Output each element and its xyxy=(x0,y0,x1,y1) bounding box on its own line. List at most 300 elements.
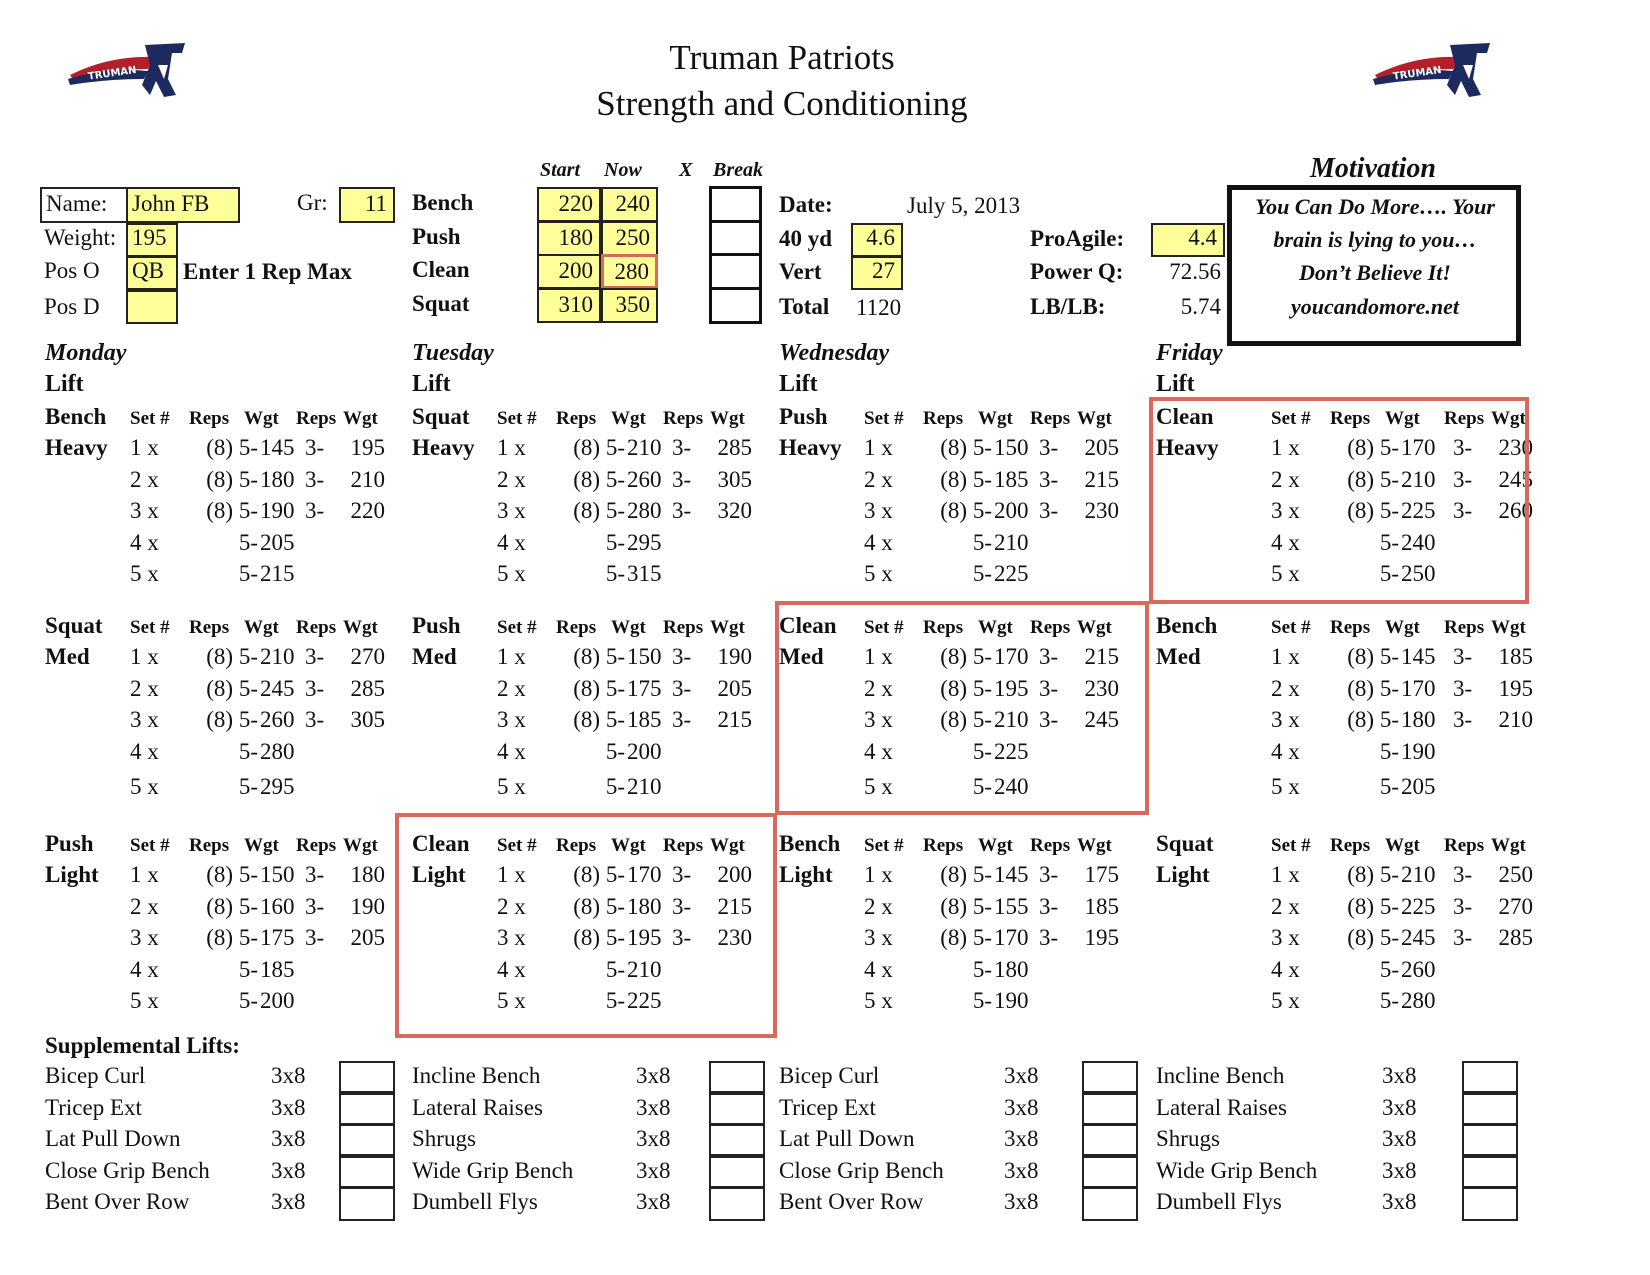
supplemental-lift-scheme: 3x8 xyxy=(271,1095,306,1120)
set-header: Set # xyxy=(864,617,904,638)
reps-header: Reps xyxy=(556,835,597,856)
motivation-heading: Motivation xyxy=(1309,153,1436,184)
supplemental-lift-scheme: 3x8 xyxy=(636,1189,671,1214)
wgt-header: Wgt xyxy=(1385,408,1420,429)
max-lift-label: Clean xyxy=(412,257,470,282)
supplemental-lift-name: Close Grip Bench xyxy=(779,1158,944,1183)
reps-header: Reps xyxy=(1330,617,1371,638)
reps-value: (8) 5- xyxy=(573,644,625,669)
day-heading: Tuesday xyxy=(412,340,494,366)
lift-heading: Lift xyxy=(779,371,818,397)
supplemental-lift-scheme: 3x8 xyxy=(271,1126,306,1151)
supplemental-lift-scheme: 3x8 xyxy=(1382,1063,1417,1088)
supplemental-checkbox[interactable] xyxy=(1082,1187,1138,1221)
weight-value: 230 xyxy=(1084,498,1119,523)
break-checkbox[interactable] xyxy=(709,287,762,324)
set-number: 5 x xyxy=(130,988,159,1013)
weight-value: 215 xyxy=(1084,644,1119,669)
weight-value: 230 xyxy=(717,925,752,950)
reps-value: 5- xyxy=(605,774,625,799)
day-heading: Wednesday xyxy=(779,340,890,366)
wgt-header: Wgt xyxy=(611,835,646,856)
weight-value: 200 xyxy=(627,739,662,764)
reps-value: 5- xyxy=(1379,561,1399,586)
weight-value: 225 xyxy=(994,739,1029,764)
reps-value: 3- xyxy=(305,644,325,669)
set-number: 2 x xyxy=(1271,894,1300,919)
col-start-header: Start xyxy=(540,159,581,181)
weight-value: 145 xyxy=(994,862,1029,887)
reps-value: 3- xyxy=(1039,467,1059,492)
reps-value: (8) 5- xyxy=(206,644,258,669)
reps-value: 3- xyxy=(1453,894,1473,919)
set-header: Set # xyxy=(1271,408,1311,429)
grade-field[interactable]: 11 xyxy=(339,187,395,223)
supplemental-checkbox[interactable] xyxy=(709,1061,765,1093)
supplemental-checkbox[interactable] xyxy=(339,1124,395,1156)
lblb-value: 5.74 xyxy=(1180,294,1221,319)
max-start-field[interactable]: 220 xyxy=(537,187,601,222)
supplemental-checkbox[interactable] xyxy=(339,1093,395,1125)
truman-logo-left xyxy=(60,35,200,115)
weight-value: 210 xyxy=(1498,707,1533,732)
supplemental-lift-name: Close Grip Bench xyxy=(45,1158,210,1183)
supplemental-lift-name: Bent Over Row xyxy=(779,1189,924,1214)
weight-field[interactable]: 195 xyxy=(126,223,178,257)
supplemental-lift-name: Bicep Curl xyxy=(45,1063,146,1088)
wgt-header: Wgt xyxy=(1491,617,1526,638)
set-number: 3 x xyxy=(497,925,526,950)
wgt-header: Wgt xyxy=(244,835,279,856)
weight-value: 280 xyxy=(1401,988,1436,1013)
reps-value: 3- xyxy=(1039,498,1059,523)
wgt-header: Wgt xyxy=(978,835,1013,856)
reps-value: 3- xyxy=(672,644,692,669)
reps-value: (8) 5- xyxy=(573,862,625,887)
name-field[interactable]: John FB xyxy=(126,187,240,223)
weight-value: 190 xyxy=(717,644,752,669)
break-checkbox[interactable] xyxy=(709,253,762,290)
weight-value: 180 xyxy=(260,467,295,492)
set-number: 4 x xyxy=(864,739,893,764)
pos-d-label: Pos D xyxy=(44,294,100,319)
reps-value: (8) 5- xyxy=(206,925,258,950)
reps-value: 3- xyxy=(1453,498,1473,523)
lift-name: Clean xyxy=(1156,404,1214,429)
reps-value: 3- xyxy=(305,925,325,950)
weight-label: Weight: xyxy=(44,225,117,250)
set-number: 3 x xyxy=(130,925,159,950)
reps-value: 3- xyxy=(1039,862,1059,887)
vert-label: Vert xyxy=(779,259,822,284)
set-header: Set # xyxy=(130,617,170,638)
weight-value: 225 xyxy=(1401,498,1436,523)
reps-value: 3- xyxy=(672,862,692,887)
supplemental-checkbox[interactable] xyxy=(1462,1093,1518,1125)
supplemental-lift-name: Wide Grip Bench xyxy=(412,1158,574,1183)
set-number: 1 x xyxy=(130,862,159,887)
supplemental-checkbox[interactable] xyxy=(709,1187,765,1221)
weight-value: 195 xyxy=(1498,676,1533,701)
reps-value: 3- xyxy=(672,498,692,523)
supplemental-lift-name: Bent Over Row xyxy=(45,1189,190,1214)
reps-value: 5- xyxy=(605,988,625,1013)
weight-value: 240 xyxy=(1401,530,1436,555)
lift-heading: Lift xyxy=(1156,371,1195,397)
reps-value: 3- xyxy=(305,435,325,460)
set-number: 5 x xyxy=(864,561,893,586)
reps-header: Reps xyxy=(189,408,230,429)
reps-value: (8) 5- xyxy=(573,498,625,523)
reps-header: Reps xyxy=(1444,408,1485,429)
wgt-header: Wgt xyxy=(1077,617,1112,638)
max-start-field[interactable]: 310 xyxy=(537,288,601,323)
reps-value: (8) 5- xyxy=(940,707,992,732)
supplemental-lift-name: Incline Bench xyxy=(412,1063,541,1088)
reps-value: 5- xyxy=(1379,774,1399,799)
weight-value: 285 xyxy=(1498,925,1533,950)
supplemental-lift-name: Lat Pull Down xyxy=(45,1126,181,1151)
reps-value: 5- xyxy=(238,957,258,982)
break-checkbox[interactable] xyxy=(709,186,762,223)
reps-value: 3- xyxy=(1453,925,1473,950)
reps-value: 5- xyxy=(972,561,992,586)
weight-value: 180 xyxy=(627,894,662,919)
reps-value: (8) 5- xyxy=(1347,498,1399,523)
reps-value: 3- xyxy=(1453,644,1473,669)
highlight-box-tuesday-clean xyxy=(395,813,777,1038)
reps-value: (8) 5- xyxy=(573,676,625,701)
motivation-line: brain is lying to you… xyxy=(1273,227,1477,252)
wgt-header: Wgt xyxy=(1491,408,1526,429)
weight-value: 190 xyxy=(1401,739,1436,764)
reps-value: 3- xyxy=(672,707,692,732)
lift-name: Push xyxy=(412,613,461,638)
set-number: 1 x xyxy=(130,644,159,669)
supplemental-lift-scheme: 3x8 xyxy=(1382,1095,1417,1120)
set-number: 3 x xyxy=(497,498,526,523)
pos-d-field[interactable] xyxy=(126,290,178,324)
wgt-header: Wgt xyxy=(244,617,279,638)
reps-value: (8) 5- xyxy=(940,435,992,460)
reps-value: 5- xyxy=(238,988,258,1013)
wgt-header: Wgt xyxy=(611,617,646,638)
supplemental-lift-name: Lat Pull Down xyxy=(779,1126,915,1151)
reps-value: (8) 5- xyxy=(206,435,258,460)
reps-header: Reps xyxy=(923,408,964,429)
supplemental-lift-scheme: 3x8 xyxy=(1382,1158,1417,1183)
date-label: Date: xyxy=(779,192,833,217)
weight-value: 175 xyxy=(1084,862,1119,887)
wgt-header: Wgt xyxy=(343,408,378,429)
reps-value: (8) 5- xyxy=(206,862,258,887)
reps-header: Reps xyxy=(556,617,597,638)
supplemental-lift-scheme: 3x8 xyxy=(1004,1063,1039,1088)
weight-value: 225 xyxy=(994,561,1029,586)
set-number: 5 x xyxy=(130,774,159,799)
weight-value: 185 xyxy=(1084,894,1119,919)
lift-name: Clean xyxy=(779,613,837,638)
reps-value: (8) 5- xyxy=(940,644,992,669)
motivation-line: Don’t Believe It! xyxy=(1299,260,1451,285)
weight-value: 260 xyxy=(260,707,295,732)
set-number: 2 x xyxy=(497,467,526,492)
reps-value: (8) 5- xyxy=(1347,467,1399,492)
supplemental-checkbox[interactable] xyxy=(1082,1061,1138,1093)
weight-value: 305 xyxy=(350,707,385,732)
lift-heading: Lift xyxy=(45,371,84,397)
supplemental-lift-name: Shrugs xyxy=(1156,1126,1220,1151)
weight-value: 215 xyxy=(1084,467,1119,492)
set-number: 5 x xyxy=(1271,988,1300,1013)
weight-value: 205 xyxy=(260,530,295,555)
max-now-field[interactable]: 280 xyxy=(601,254,658,289)
day-heading: Friday xyxy=(1156,340,1223,366)
supplemental-checkbox[interactable] xyxy=(709,1156,765,1188)
reps-value: 5- xyxy=(972,988,992,1013)
supplemental-checkbox[interactable] xyxy=(339,1187,395,1221)
set-number: 2 x xyxy=(130,676,159,701)
weight-value: 195 xyxy=(994,676,1029,701)
reps-value: 3- xyxy=(672,676,692,701)
highlight-box-friday-clean xyxy=(1149,397,1529,604)
reps-value: (8) 5- xyxy=(1347,644,1399,669)
reps-value: 3- xyxy=(305,894,325,919)
reps-header: Reps xyxy=(1444,617,1485,638)
lift-name: Bench xyxy=(779,831,841,856)
weight-value: 215 xyxy=(717,894,752,919)
wgt-header: Wgt xyxy=(710,617,745,638)
reps-header: Reps xyxy=(556,408,597,429)
weight-value: 210 xyxy=(627,957,662,982)
col-break-header: Break xyxy=(713,159,763,181)
reps-value: 5- xyxy=(972,957,992,982)
weight-value: 210 xyxy=(1401,862,1436,887)
reps-value: 3- xyxy=(672,435,692,460)
set-number: 4 x xyxy=(1271,957,1300,982)
set-number: 4 x xyxy=(497,530,526,555)
proagile-field[interactable]: 4.4 xyxy=(1151,223,1225,257)
reps-value: 3- xyxy=(1039,676,1059,701)
set-number: 2 x xyxy=(864,467,893,492)
reps-value: (8) 5- xyxy=(206,498,258,523)
reps-value: 3- xyxy=(1039,707,1059,732)
supplemental-checkbox[interactable] xyxy=(709,1124,765,1156)
lift-heading: Lift xyxy=(412,371,451,397)
weight-value: 210 xyxy=(627,435,662,460)
set-number: 4 x xyxy=(130,739,159,764)
page-subtitle: Strength and Conditioning xyxy=(596,84,968,123)
reps-value: (8) 5- xyxy=(206,894,258,919)
reps-value: 3- xyxy=(305,498,325,523)
set-number: 2 x xyxy=(1271,467,1300,492)
reps-value: 5- xyxy=(1379,739,1399,764)
total-label: Total xyxy=(779,294,830,319)
set-number: 5 x xyxy=(1271,561,1300,586)
break-checkbox[interactable] xyxy=(709,220,762,257)
weight-value: 210 xyxy=(260,644,295,669)
supplemental-checkbox[interactable] xyxy=(1082,1124,1138,1156)
supplemental-lift-scheme: 3x8 xyxy=(271,1158,306,1183)
intensity-label: Med xyxy=(779,644,824,669)
wgt-header: Wgt xyxy=(1385,835,1420,856)
weight-value: 305 xyxy=(717,467,752,492)
weight-value: 150 xyxy=(994,435,1029,460)
forty-field[interactable]: 4.6 xyxy=(851,223,903,257)
set-number: 2 x xyxy=(864,894,893,919)
supplemental-lift-name: Shrugs xyxy=(412,1126,476,1151)
set-number: 1 x xyxy=(1271,862,1300,887)
reps-value: 3- xyxy=(672,894,692,919)
set-number: 2 x xyxy=(864,676,893,701)
reps-value: (8) 5- xyxy=(1347,894,1399,919)
weight-value: 205 xyxy=(1401,774,1436,799)
weight-value: 280 xyxy=(260,739,295,764)
set-number: 2 x xyxy=(497,894,526,919)
wgt-header: Wgt xyxy=(710,408,745,429)
powerq-label: Power Q: xyxy=(1030,259,1124,284)
set-number: 3 x xyxy=(1271,498,1300,523)
reps-header: Reps xyxy=(296,408,337,429)
supplemental-checkbox[interactable] xyxy=(339,1061,395,1093)
reps-header: Reps xyxy=(1330,835,1371,856)
weight-value: 180 xyxy=(350,862,385,887)
set-number: 5 x xyxy=(497,988,526,1013)
supplemental-lift-scheme: 3x8 xyxy=(636,1063,671,1088)
forty-label: 40 yd xyxy=(779,226,833,251)
weight-value: 185 xyxy=(1498,644,1533,669)
reps-value: (8) 5- xyxy=(940,676,992,701)
supplemental-lift-name: Bicep Curl xyxy=(779,1063,880,1088)
set-number: 5 x xyxy=(497,561,526,586)
weight-value: 170 xyxy=(1401,435,1436,460)
weight-value: 180 xyxy=(1401,707,1436,732)
reps-value: 3- xyxy=(1039,644,1059,669)
set-header: Set # xyxy=(130,835,170,856)
set-number: 3 x xyxy=(130,498,159,523)
date-value: July 5, 2013 xyxy=(907,193,1021,218)
weight-value: 185 xyxy=(260,957,295,982)
set-number: 2 x xyxy=(130,894,159,919)
weight-value: 205 xyxy=(350,925,385,950)
weight-value: 175 xyxy=(260,925,295,950)
intensity-label: Light xyxy=(45,862,99,887)
weight-value: 185 xyxy=(627,707,662,732)
weight-value: 285 xyxy=(350,676,385,701)
supplemental-checkbox[interactable] xyxy=(1462,1061,1518,1093)
reps-value: 5- xyxy=(605,957,625,982)
set-number: 4 x xyxy=(864,957,893,982)
supplemental-checkbox[interactable] xyxy=(1462,1187,1518,1221)
supplemental-lift-name: Wide Grip Bench xyxy=(1156,1158,1318,1183)
supplemental-lift-scheme: 3x8 xyxy=(1004,1158,1039,1183)
vert-field[interactable]: 27 xyxy=(851,256,903,290)
lift-name: Clean xyxy=(412,831,470,856)
weight-value: 175 xyxy=(627,676,662,701)
supplemental-checkbox[interactable] xyxy=(1462,1124,1518,1156)
supplemental-checkbox[interactable] xyxy=(1462,1156,1518,1188)
set-number: 4 x xyxy=(1271,739,1300,764)
supplemental-lift-scheme: 3x8 xyxy=(271,1063,306,1088)
wgt-header: Wgt xyxy=(343,617,378,638)
supplemental-checkbox[interactable] xyxy=(339,1156,395,1188)
set-header: Set # xyxy=(497,408,537,429)
reps-value: (8) 5- xyxy=(940,467,992,492)
lift-name: Bench xyxy=(45,404,107,429)
set-number: 3 x xyxy=(1271,925,1300,950)
reps-value: (8) 5- xyxy=(573,467,625,492)
reps-value: 3- xyxy=(672,925,692,950)
set-header: Set # xyxy=(130,408,170,429)
max-start-field[interactable]: 200 xyxy=(537,254,601,289)
weight-value: 230 xyxy=(1084,676,1119,701)
weight-value: 280 xyxy=(627,498,662,523)
weight-value: 245 xyxy=(1084,707,1119,732)
set-number: 5 x xyxy=(130,561,159,586)
reps-header: Reps xyxy=(1444,835,1485,856)
weight-value: 210 xyxy=(994,707,1029,732)
supplemental-checkbox[interactable] xyxy=(709,1093,765,1125)
weight-value: 205 xyxy=(1084,435,1119,460)
weight-value: 145 xyxy=(260,435,295,460)
supplemental-checkbox[interactable] xyxy=(1082,1156,1138,1188)
reps-value: 5- xyxy=(605,739,625,764)
max-now-field[interactable]: 350 xyxy=(601,288,658,323)
max-now-field[interactable]: 240 xyxy=(601,187,658,222)
weight-value: 270 xyxy=(350,644,385,669)
motivation-line: youcandomore.net xyxy=(1290,294,1460,319)
weight-value: 260 xyxy=(1498,498,1533,523)
reps-value: 5- xyxy=(972,774,992,799)
weight-value: 150 xyxy=(260,862,295,887)
grade-label: Gr: xyxy=(297,190,328,215)
intensity-label: Heavy xyxy=(412,435,475,460)
reps-value: 5- xyxy=(972,739,992,764)
max-start-field[interactable]: 180 xyxy=(537,221,601,256)
weight-value: 260 xyxy=(627,467,662,492)
reps-header: Reps xyxy=(663,835,704,856)
pos-o-field[interactable]: QB xyxy=(126,256,178,290)
reps-value: (8) 5- xyxy=(1347,676,1399,701)
highlight-box-wednesday-clean xyxy=(775,601,1149,815)
set-number: 2 x xyxy=(130,467,159,492)
reps-value: 5- xyxy=(238,774,258,799)
set-number: 1 x xyxy=(497,644,526,669)
reps-value: (8) 5- xyxy=(1347,435,1399,460)
weight-value: 245 xyxy=(1498,467,1533,492)
set-number: 1 x xyxy=(1271,435,1300,460)
weight-value: 240 xyxy=(994,774,1029,799)
max-now-field[interactable]: 250 xyxy=(601,221,658,256)
supplemental-lift-scheme: 3x8 xyxy=(1004,1095,1039,1120)
reps-value: 5- xyxy=(605,561,625,586)
reps-value: (8) 5- xyxy=(573,925,625,950)
wgt-header: Wgt xyxy=(244,408,279,429)
reps-header: Reps xyxy=(189,617,230,638)
weight-value: 190 xyxy=(260,498,295,523)
reps-header: Reps xyxy=(189,835,230,856)
set-number: 4 x xyxy=(497,739,526,764)
supplemental-lift-name: Tricep Ext xyxy=(45,1095,142,1120)
set-number: 1 x xyxy=(864,862,893,887)
set-number: 2 x xyxy=(497,676,526,701)
reps-header: Reps xyxy=(923,835,964,856)
supplemental-checkbox[interactable] xyxy=(1082,1093,1138,1125)
day-heading: Monday xyxy=(45,340,127,366)
supplemental-lift-name: Dumbell Flys xyxy=(412,1189,538,1214)
logo-text: TRUMAN xyxy=(1392,64,1443,83)
weight-value: 315 xyxy=(627,561,662,586)
